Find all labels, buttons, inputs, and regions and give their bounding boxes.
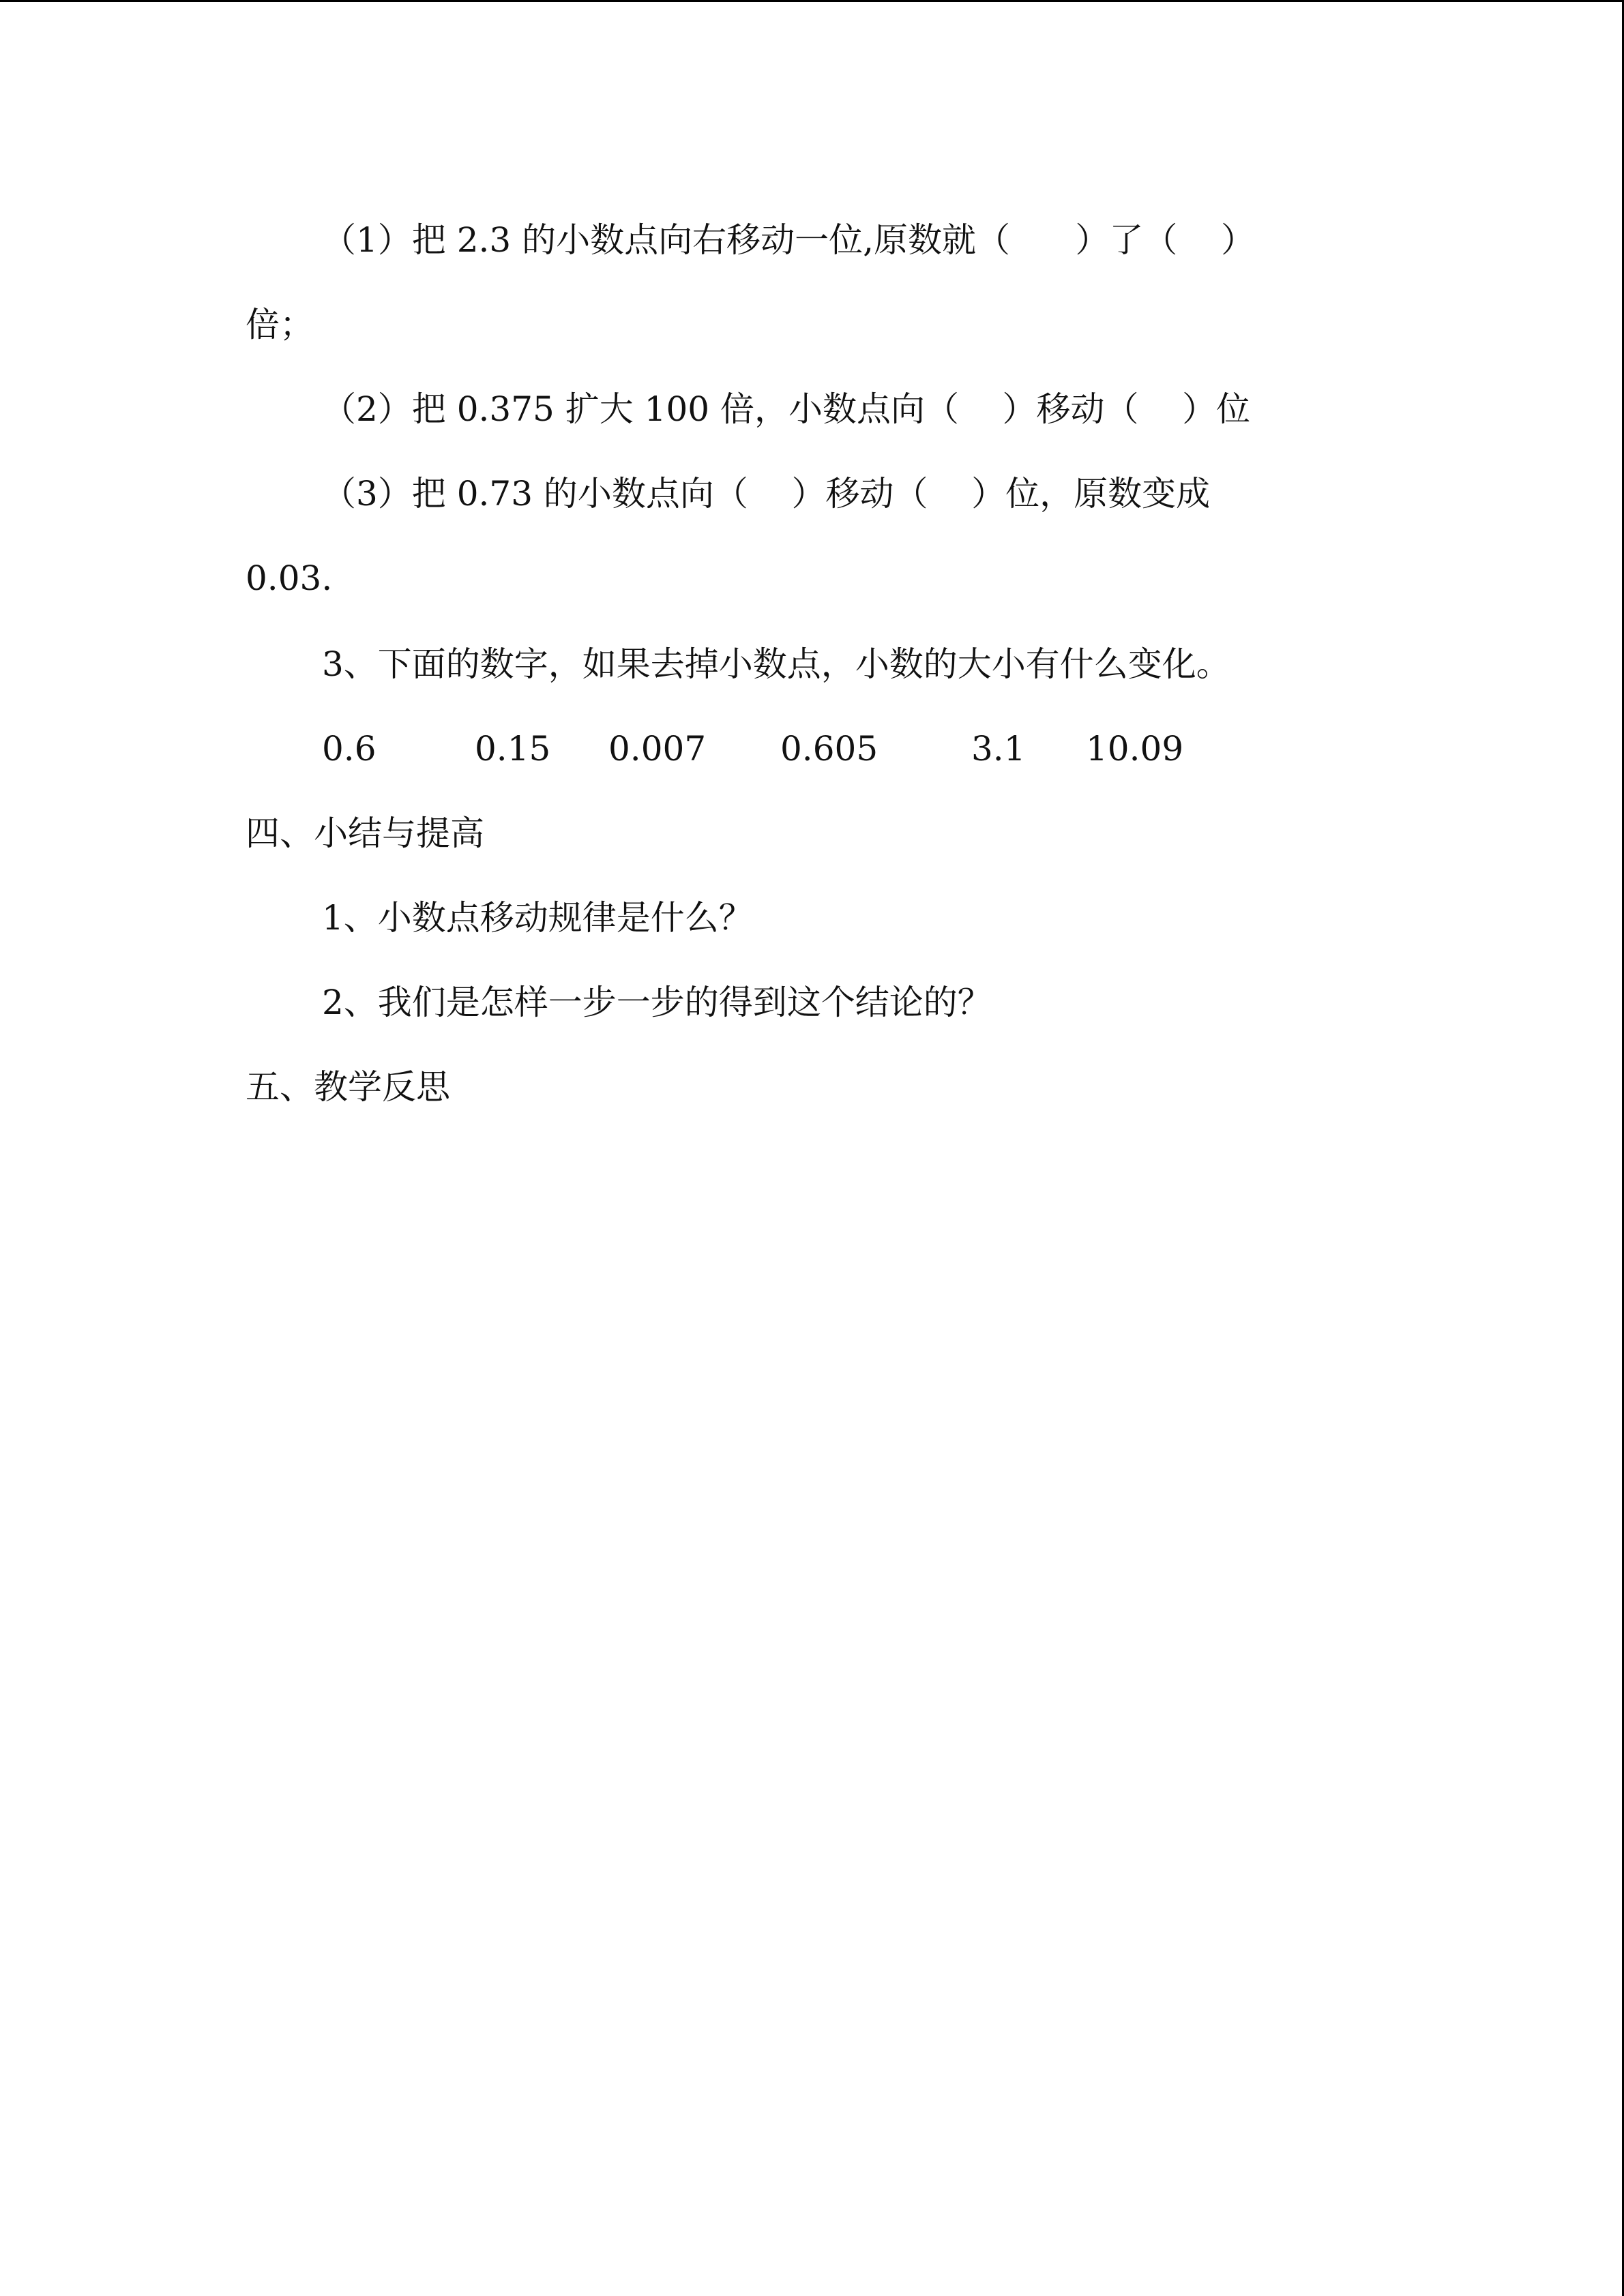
section-4-question-2: 2、我们是怎样一步一步的得到这个结论的？: [322, 983, 992, 1022]
exercise-item-1-line-2: 倍；: [246, 305, 314, 344]
exercise-3-number-list: [322, 728, 1345, 769]
number-item: 10.09: [1086, 729, 1184, 769]
section-5-heading: 五、教学反思: [246, 1067, 450, 1107]
number-item: 0.15: [475, 729, 551, 769]
number-item: 0.605: [780, 729, 879, 769]
exercise-item-3-line-1: （3）把 0.73 的小数点向（ ）移动（ ）位，原数变成: [322, 474, 1211, 513]
number-item: 3.1: [971, 729, 1026, 769]
exercise-item-3-line-2: 0.03.: [246, 558, 333, 598]
number-item: 0.6: [322, 729, 377, 769]
section-4-question-1: 1、小数点移动规律是什么？: [322, 898, 753, 938]
exercise-item-2: （2）把 0.375 扩大 100 倍，小数点向（ ）移动（ ）位: [322, 389, 1251, 429]
page-top-border: [0, 0, 1624, 2]
exercise-item-1-line-1: （1）把 2.3 的小数点向右移动一位,原数就（ ）了（ ）: [322, 220, 1255, 260]
section-4-heading: 四、小结与提高: [246, 814, 484, 853]
number-item: 0.007: [608, 729, 707, 769]
exercise-3-prompt: 3、下面的数字，如果去掉小数点，小数的大小有什么变化。: [322, 644, 1230, 684]
